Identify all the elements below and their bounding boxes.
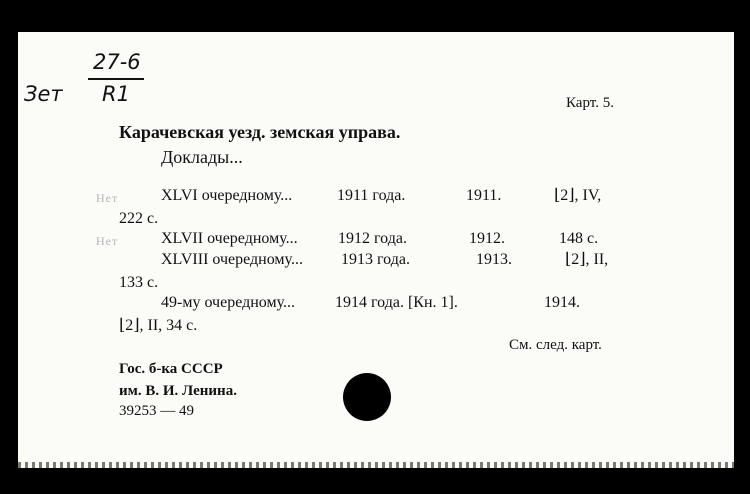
- handwritten-prefix: Зет: [24, 82, 63, 106]
- entry-year: 1913.: [476, 251, 512, 268]
- entry-year: 1912.: [469, 230, 505, 247]
- faded-stamp: Нет: [96, 234, 119, 248]
- entry-year-text: 1914 года. [Кн. 1].: [335, 294, 458, 311]
- handwritten-shelfmark-top: 27-6: [93, 50, 141, 74]
- entry-title: XLVI очередному...: [161, 187, 293, 204]
- entry-title: XLVIII очередному...: [161, 251, 303, 268]
- faded-stamp: Нет: [96, 191, 119, 205]
- punch-hole: [343, 373, 391, 421]
- library-dedication: им. В. И. Ленина.: [119, 383, 237, 399]
- entry-year-text: 1913 года.: [341, 251, 410, 268]
- library-name: Гос. б-ка СССР: [119, 361, 223, 377]
- handwritten-shelfmark-bottom: R1: [102, 82, 130, 106]
- library-card-code: 39253 — 49: [119, 403, 194, 419]
- card-edge: [18, 462, 734, 468]
- see-next-card: См. след. карт.: [509, 337, 602, 353]
- entry-year-text: 1911 года.: [337, 187, 406, 204]
- entry-year: 1914.: [544, 294, 580, 311]
- entry-year: 1911.: [466, 187, 502, 204]
- entry-title: XLVII очередному...: [161, 230, 298, 247]
- card-heading: Карачевская уезд. земская управа.: [119, 122, 401, 142]
- card-subheading: Доклады...: [161, 147, 243, 167]
- entry-extra: 148 с.: [559, 230, 599, 247]
- entry-extra: ⌊2⌋, IV,: [554, 187, 602, 204]
- entry-extra: ⌊2⌋, II,: [565, 251, 609, 268]
- handwritten-fraction-line: [88, 78, 144, 80]
- card-number: Карт. 5.: [566, 95, 614, 111]
- entry-continuation: ⌊2⌋, II, 34 с.: [119, 317, 198, 334]
- catalog-card: [18, 32, 734, 468]
- entry-title: 49-му очередному...: [161, 294, 295, 311]
- entry-continuation: 222 с.: [119, 210, 159, 227]
- entry-year-text: 1912 года.: [338, 230, 407, 247]
- entry-continuation: 133 с.: [119, 274, 159, 291]
